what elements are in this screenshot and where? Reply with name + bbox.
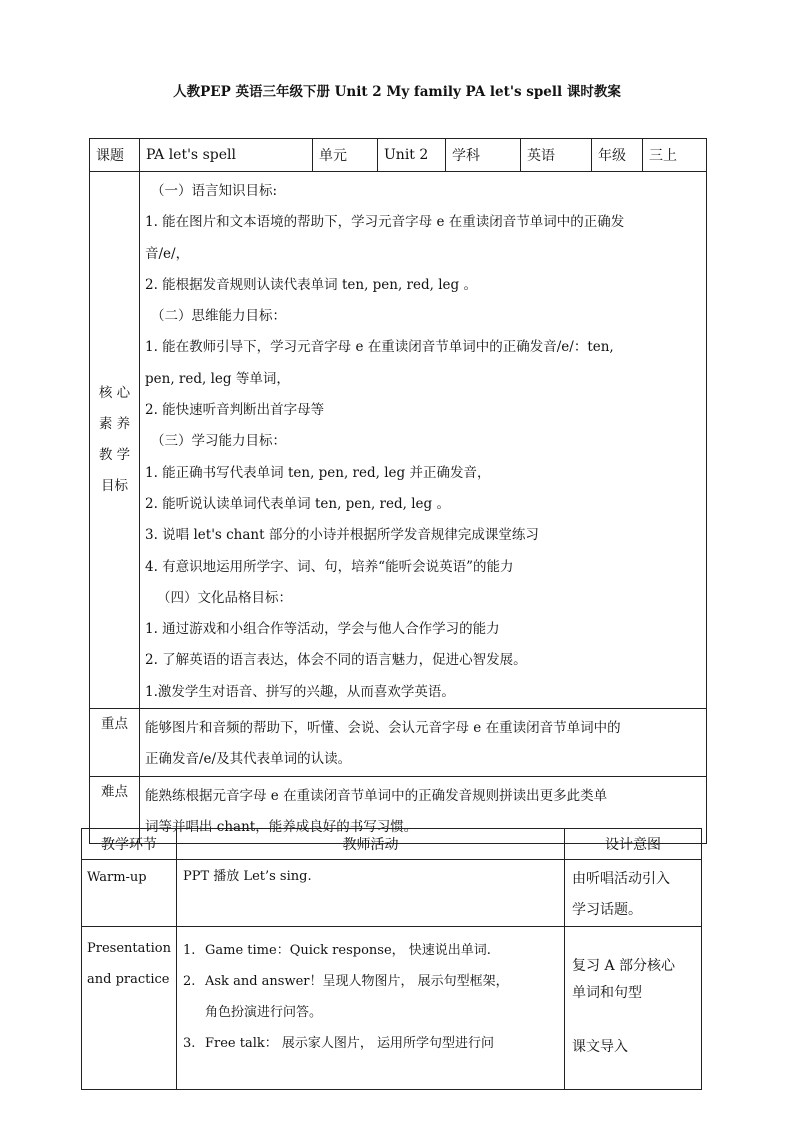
goal-section-heading: （四）文化品格目标： bbox=[157, 589, 292, 606]
warmup-stage: Warm-up bbox=[82, 860, 177, 927]
stage-line: Presentation bbox=[87, 941, 171, 956]
key-point-label: 重点 bbox=[90, 709, 140, 777]
difficulty-label: 难点 bbox=[90, 776, 140, 844]
document-title: 人教PEP 英语三年级下册 Unit 2 My family PA let's spell 课时教案 bbox=[173, 84, 621, 100]
goals-label-line: 素 养 bbox=[98, 416, 131, 433]
lesson-info-table bbox=[89, 138, 707, 844]
goal-section-heading: （二）思维能力目标： bbox=[151, 308, 286, 325]
goals-row bbox=[90, 172, 707, 709]
goals-label bbox=[90, 172, 140, 709]
presentation-activities bbox=[177, 927, 565, 1090]
activity-item bbox=[183, 935, 564, 966]
goal-line: 3. 说唱 let's chant 部分的小诗并根据所学发音规律完成课堂练习 bbox=[145, 527, 539, 544]
course-value: PA let's spell bbox=[140, 139, 313, 172]
design-line: 由听唱活动引入 bbox=[572, 871, 670, 887]
goal-line: 4. 有意识地运用所学字、词、句，培养“能听会说英语”的能力 bbox=[145, 558, 514, 575]
item-text: 角色扮演进行问答。 bbox=[205, 1005, 323, 1020]
activity-item bbox=[183, 966, 564, 997]
design-line: 单词和句型 bbox=[572, 985, 642, 1001]
key-point-row bbox=[90, 709, 707, 777]
item-number: 3. bbox=[183, 1036, 196, 1051]
subject-value: 英语 bbox=[521, 139, 592, 172]
goal-line: 1. 能正确书写代表单词 ten, pen, red, leg 并正确发音， bbox=[145, 464, 491, 481]
item-number: 2. bbox=[183, 974, 196, 989]
design-spacer bbox=[572, 1007, 701, 1034]
item-text: Game time：Quick response， 快速说出单词. bbox=[205, 943, 491, 958]
warmup-activity bbox=[177, 860, 565, 927]
goal-line: 1. 能在教师引导下，学习元音字母 e 在重读闭音节单词中的正确发音/e/：ten, bbox=[145, 339, 614, 356]
design-line: 复习 A 部分核心 bbox=[572, 958, 676, 974]
header-teacher-activity: 教师活动 bbox=[177, 829, 565, 860]
goals-label-line: 目标 bbox=[101, 478, 128, 495]
goal-line: 2. 能快速听音判断出首字母等 bbox=[145, 402, 325, 419]
goal-line: 1. 通过游戏和小组合作等活动，学会与他人合作学习的能力 bbox=[145, 621, 500, 638]
goal-line: 1. 能在图片和文本语境的帮助下，学习元音字母 e 在重读闭音节单词中的正确发 bbox=[145, 214, 625, 231]
header-stage: 教学环节 bbox=[82, 829, 177, 860]
grade-label: 年级 bbox=[592, 139, 643, 172]
item-text: Free talk： 展示家人图片， 运用所学句型进行问 bbox=[205, 1036, 495, 1051]
goal-line: 1.激发学生对语音、拼写的兴趣，从而喜欢学英语。 bbox=[145, 683, 455, 700]
activity-line: PPT 播放 Let’s sing. bbox=[183, 869, 312, 884]
subject-label: 学科 bbox=[446, 139, 521, 172]
goals-label-line: 核 心 bbox=[98, 385, 131, 402]
goal-line: pen, red, leg 等单词， bbox=[145, 370, 290, 387]
goal-line: 2. 能根据发音规则认读代表单词 ten, pen, red, leg 。 bbox=[145, 276, 477, 293]
header-design-intent: 设计意图 bbox=[565, 829, 702, 860]
unit-label: 单元 bbox=[313, 139, 378, 172]
design-line: 课文导入 bbox=[572, 1039, 628, 1055]
key-point-line: 能够图片和音频的帮助下，听懂、会说、会认元音字母 e 在重读闭音节单词中的 bbox=[145, 720, 621, 737]
presentation-design bbox=[565, 927, 702, 1090]
goal-section-heading: （一）语言知识目标: bbox=[151, 183, 278, 199]
presentation-stage bbox=[82, 927, 177, 1090]
activity-item bbox=[183, 997, 564, 1028]
activity-item bbox=[183, 1028, 564, 1059]
stage-line: and practice bbox=[87, 972, 170, 987]
difficulty-line: 词等并唱出 chant，能养成良好的书写习惯。 bbox=[145, 818, 418, 835]
presentation-row bbox=[82, 927, 702, 1090]
info-row bbox=[90, 139, 707, 172]
warmup-row bbox=[82, 860, 702, 927]
design-line: 学习话题。 bbox=[572, 902, 642, 918]
goal-line: 2. 了解英语的语言表达，体会不同的语言魅力，促进心智发展。 bbox=[145, 652, 527, 669]
item-text: Ask and answer！呈现人物图片， 展示句型框架， bbox=[205, 974, 509, 989]
key-point-content bbox=[140, 709, 707, 777]
item-number: 1. bbox=[183, 943, 196, 958]
course-label: 课题 bbox=[90, 139, 140, 172]
goals-label-line: 教 学 bbox=[98, 447, 131, 464]
goal-line: 2. 能听说认读单词代表单词 ten, pen, red, leg 。 bbox=[145, 495, 450, 512]
goals-content bbox=[140, 172, 707, 709]
warmup-design bbox=[565, 860, 702, 927]
goal-line: 音/e/， bbox=[145, 245, 190, 262]
difficulty-line: 能熟练根据元音字母 e 在重读闭音节单词中的正确发音规则拼读出更多此类单 bbox=[145, 787, 608, 804]
teaching-process-table bbox=[81, 828, 702, 1090]
process-header-row bbox=[82, 829, 702, 860]
unit-value: Unit 2 bbox=[378, 139, 446, 172]
key-point-line: 正确发音/e/及其代表单词的认读。 bbox=[145, 751, 352, 768]
goal-section-heading: （三）学习能力目标： bbox=[151, 433, 286, 450]
grade-value: 三上 bbox=[643, 139, 707, 172]
